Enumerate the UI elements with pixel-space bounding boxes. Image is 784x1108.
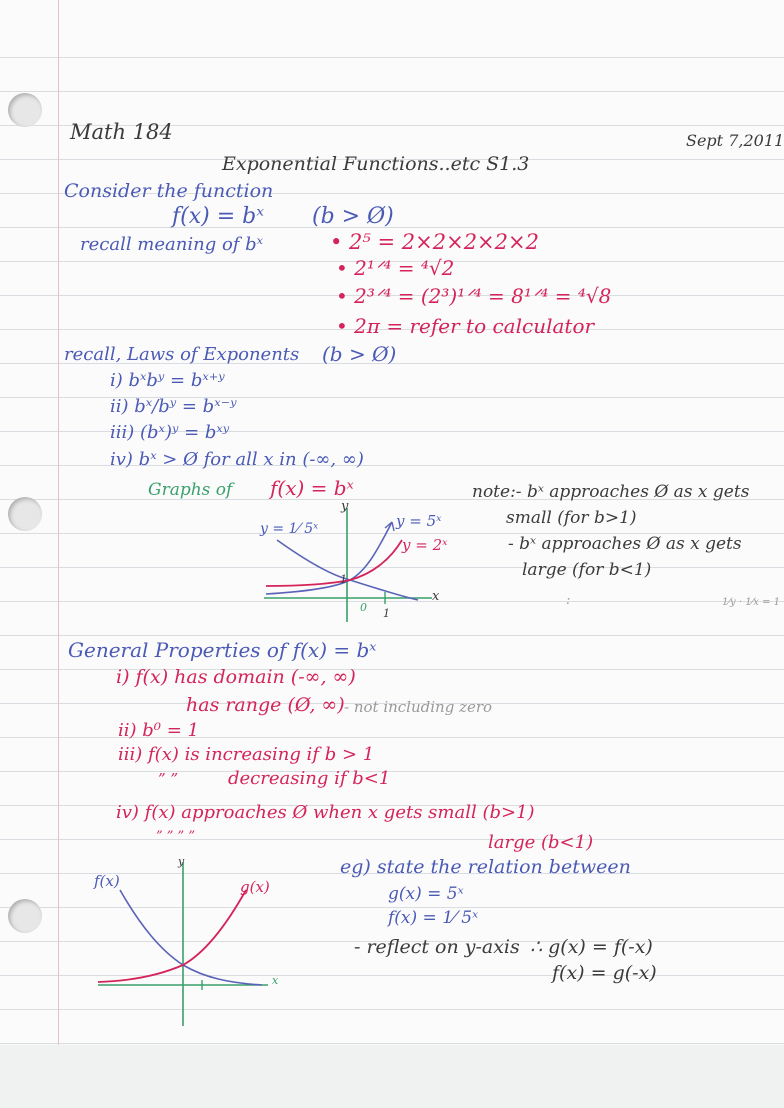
page-title: Exponential Functions..etc S1.3 (222, 153, 530, 175)
example-f-definition: f(x) = 1⁄ 5ˣ (388, 908, 479, 928)
graph1-tick-label: 1 (383, 607, 390, 620)
curve-g (98, 890, 246, 982)
example-root: • 2¹ᐟ⁴ = ⁴√2 (336, 256, 455, 280)
consider-text: Consider the function (64, 180, 274, 202)
course-title: Math 184 (70, 120, 173, 144)
graph2-y-label: y (178, 855, 185, 868)
graphs-caption-function: f(x) = bˣ (270, 476, 354, 500)
recall-meaning: recall meaning of bˣ (80, 234, 264, 255)
property-large: large (b<1) (488, 832, 594, 853)
properties-heading: General Properties of f(x) = bˣ (68, 638, 377, 662)
note-line-1: note:- bˣ approaches Ø as x gets (472, 482, 750, 502)
property-range: has range (Ø, ∞) (186, 694, 345, 716)
curve-f (120, 890, 262, 985)
law-product: i) bˣbʸ = bˣ⁺ʸ (110, 370, 225, 391)
property-approaches: iv) f(x) approaches Ø when x gets small (b>1) (116, 802, 535, 823)
graph1-y-label: y (341, 499, 349, 514)
example-g-definition: g(x) = 5ˣ (388, 884, 464, 904)
example-rational: • 2³ᐟ⁴ = (2³)¹ᐟ⁴ = 8¹ᐟ⁴ = ⁴√8 (336, 284, 612, 308)
graph2-x-label: x (272, 974, 279, 987)
property-ditto-marks: ” ” (158, 770, 179, 788)
label-five: y = 5ˣ (396, 512, 442, 530)
scan-bottom-border (0, 1045, 784, 1108)
property-decreasing: decreasing if b<1 (228, 768, 391, 789)
note-line-3: - bˣ approaches Ø as x gets (508, 534, 742, 554)
label-one-fifth: y = 1⁄ 5ˣ (260, 521, 319, 537)
property-increasing: iii) f(x) is increasing if b > 1 (118, 744, 375, 765)
graph2-g-label: g(x) (240, 878, 270, 896)
margin-scribble: 1⁄y · 1⁄x = 1 (722, 597, 780, 608)
base-condition: (b > Ø) (312, 204, 394, 229)
property-domain: i) f(x) has domain (-∞, ∞) (116, 666, 356, 688)
note-line-4: large (for b<1) (522, 560, 652, 580)
example-heading: eg) state the relation between (340, 856, 631, 878)
graph1-intersection-label: 1 (340, 573, 347, 586)
laws-condition: (b > Ø) (322, 342, 397, 366)
graph1-x-label: x (432, 589, 440, 604)
laws-heading: recall, Laws of Exponents (64, 344, 300, 365)
graphs-caption: Graphs of (148, 480, 233, 500)
example-therefore: ∴ g(x) = f(-x) (530, 936, 653, 958)
law-positive: iv) bˣ > Ø for all x in (-∞, ∞) (110, 449, 364, 470)
example-reflect: - reflect on y-axis (354, 936, 520, 958)
example-power: • 2⁵ = 2×2×2×2×2 (330, 230, 539, 254)
function-definition: f(x) = bˣ (172, 204, 265, 229)
note-dots: : (566, 593, 571, 608)
graph2-f-label: f(x) (94, 872, 120, 890)
note-line-2: small (for b>1) (506, 508, 637, 528)
property-ditto-marks-2: ” ” ” ” (156, 829, 195, 844)
property-b-zero: ii) b⁰ = 1 (118, 720, 199, 741)
property-range-note: - not including zero (344, 698, 493, 716)
note-date: Sept 7,2011 (686, 131, 784, 150)
law-quotient: ii) bˣ/bʸ = bˣ⁻ʸ (110, 396, 237, 417)
label-two: y = 2ˣ (402, 536, 448, 554)
example-irrational: • 2ᴨ = refer to calculator (336, 314, 595, 338)
law-power: iii) (bˣ)ʸ = bˣʸ (110, 422, 230, 443)
example-second-relation: f(x) = g(-x) (552, 962, 657, 984)
graph1-origin-label: 0 (360, 601, 367, 614)
